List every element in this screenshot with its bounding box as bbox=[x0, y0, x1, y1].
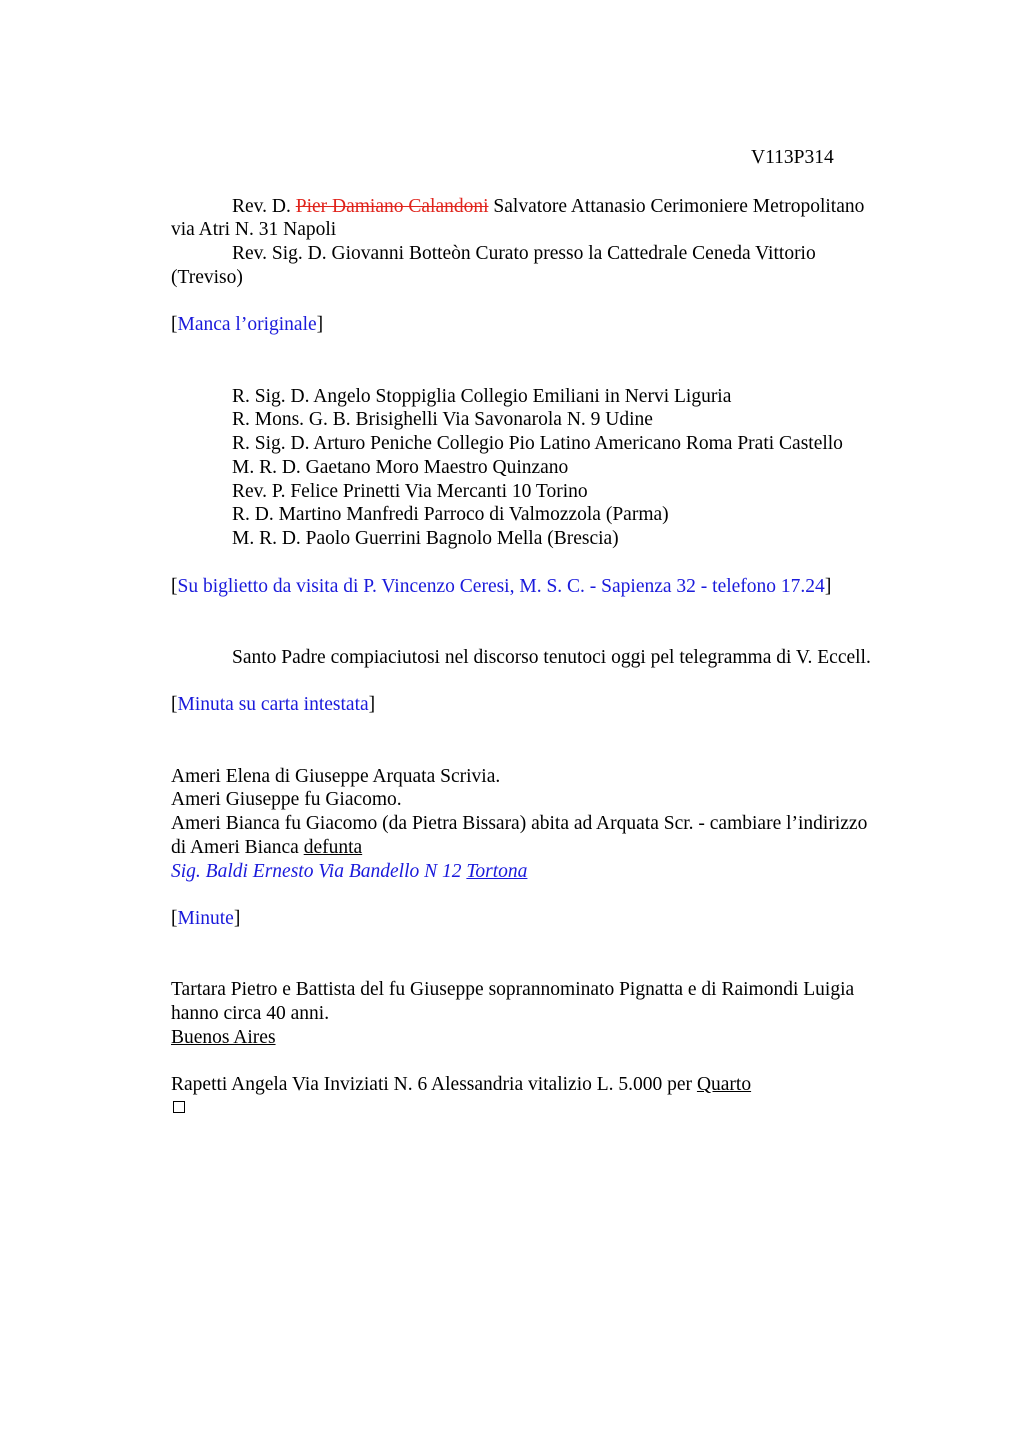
bracket-open: [ bbox=[171, 908, 178, 929]
editorial-note bbox=[171, 313, 323, 337]
addressee-line: via Atri N. 31 Napoli bbox=[171, 219, 337, 240]
note-text: Su biglietto da visita di P. Vincenzo Ceresi, M. S. C. - Sapienza 32 - telefono 17.24 bbox=[177, 576, 825, 597]
record-text: di Ameri Bianca bbox=[171, 837, 299, 858]
addressee-line: Rev. Sig. D. Giovanni Botteòn Curato presso la Cattedrale Ceneda Vittorio bbox=[232, 243, 816, 264]
underlined-word: Tortona bbox=[466, 861, 528, 882]
note-text: Manca l’originale bbox=[177, 314, 317, 335]
addressee-line bbox=[232, 195, 864, 219]
note-text: Minuta su carta intestata bbox=[177, 694, 369, 715]
editorial-note bbox=[171, 693, 375, 717]
editorial-note bbox=[171, 575, 831, 599]
editorial-note bbox=[171, 907, 240, 931]
struck-name: Pier Damiano Calandoni bbox=[295, 196, 489, 217]
address-line: R. D. Martino Manfredi Parroco di Valmozzola (Parma) bbox=[232, 504, 669, 525]
record-text: Rapetti Angela Via Inviziati N. 6 Alessandria vitalizio L. 5.000 per bbox=[171, 1074, 693, 1095]
address-line: M. R. D. Gaetano Moro Maestro Quinzano bbox=[232, 457, 569, 478]
address-line: R. Sig. D. Arturo Peniche Collegio Pio Latino Americano Roma Prati Castello bbox=[232, 433, 843, 454]
record-text: Sig. Baldi Ernesto Via Bandello N 12 bbox=[171, 861, 462, 882]
record-line bbox=[171, 1073, 751, 1097]
record-line bbox=[171, 860, 527, 884]
addressee-text: Salvatore Attanasio Cerimoniere Metropolitano bbox=[493, 196, 865, 217]
address-line: Rev. P. Felice Prinetti Via Mercanti 10 Torino bbox=[232, 481, 588, 502]
addressee-line: (Treviso) bbox=[171, 267, 243, 288]
bracket-close: ] bbox=[316, 314, 324, 335]
record-line: Tartara Pietro e Battista del fu Giuseppe soprannominato Pignatta e di Raimondi Luigia bbox=[171, 979, 855, 1000]
record-line bbox=[171, 836, 362, 860]
record-line: hanno circa 40 anni. bbox=[171, 1003, 330, 1024]
record-line: Buenos Aires bbox=[171, 1027, 276, 1048]
address-line: R. Sig. D. Angelo Stoppiglia Collegio Emiliani in Nervi Liguria bbox=[232, 386, 732, 407]
document-reference: V113P314 bbox=[751, 147, 834, 168]
address-line: R. Mons. G. B. Brisighelli Via Savonarola N. 9 Udine bbox=[232, 409, 653, 430]
record-line: Ameri Elena di Giuseppe Arquata Scrivia. bbox=[171, 766, 501, 787]
bracket-close: ] bbox=[233, 908, 241, 929]
underlined-word: Quarto bbox=[696, 1074, 752, 1095]
bracket-close: ] bbox=[368, 694, 376, 715]
underlined-word: defunta bbox=[303, 837, 363, 858]
bracket-open: [ bbox=[171, 314, 178, 335]
record-line: Ameri Bianca fu Giacomo (da Pietra Bissara) abita ad Arquata Scr. - cambiare l’indirizzo bbox=[171, 813, 868, 834]
bracket-open: [ bbox=[171, 694, 178, 715]
note-text: Minute bbox=[177, 908, 234, 929]
message-line: Santo Padre compiaciutosi nel discorso tenutoci oggi pel telegramma di V. Eccell. bbox=[232, 647, 871, 668]
record-line: Ameri Giuseppe fu Giacomo. bbox=[171, 789, 402, 810]
bracket-open: [ bbox=[171, 576, 178, 597]
title-prefix: Rev. D. bbox=[232, 196, 291, 217]
checkbox-icon bbox=[173, 1101, 185, 1113]
bracket-close: ] bbox=[824, 576, 832, 597]
address-line: M. R. D. Paolo Guerrini Bagnolo Mella (Brescia) bbox=[232, 528, 619, 549]
